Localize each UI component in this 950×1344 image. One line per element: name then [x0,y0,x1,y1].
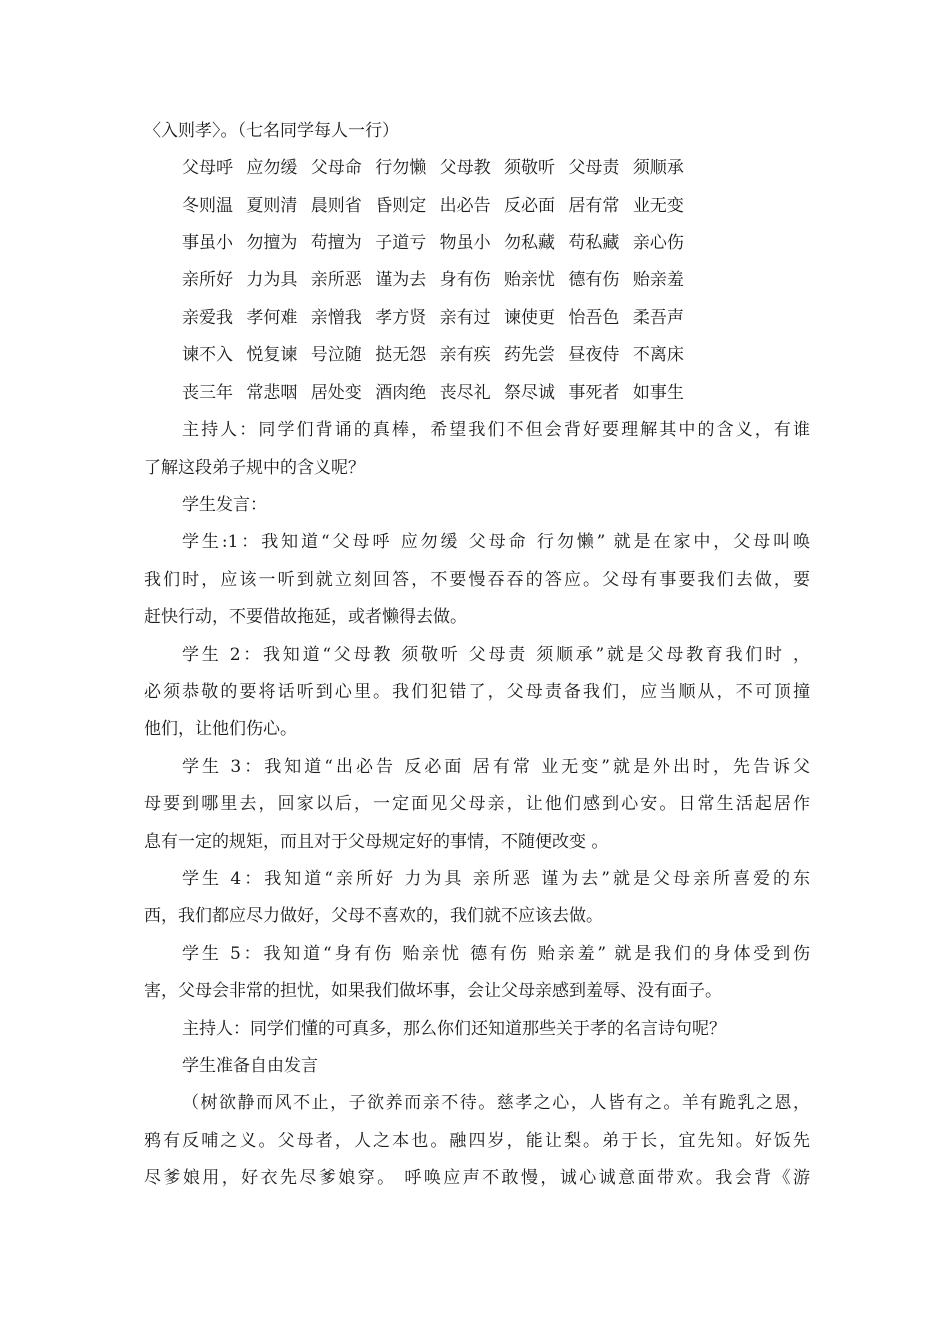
verse-line-7: 丧三年 常悲咽 居处变 酒肉绝 丧尽礼 祭尽诚 事死者 如事生 [182,383,684,403]
host-paragraph-1-line-2: 了解这段弟子规中的含义呢？ [144,458,365,478]
student-2-line-2: 必须恭敬的要将话听到心里。我们犯错了，父母责备我们，应当顺从，不可顶撞 [144,682,810,702]
student-2-line-3: 他们，让他们伤心。 [144,719,297,739]
student-2-line-1: 学生 2：我知道“父母教 须敬听 父母责 须顺承”就是父母教育我们时 ， [182,645,810,665]
student-1-line-1: 学生:1：我知道“父母呼 应勿缓 父母命 行勿懒” 就是在家中，父母叫唤 [182,532,810,552]
verse-line-3: 事虽小 勿擅为 苟擅为 子道亏 物虽小 勿私藏 苟私藏 亲心伤 [182,233,684,253]
student-4-line-1: 学生 4：我知道“亲所好 力为具 亲所恶 谨为去”就是父母亲所喜爱的东 [182,869,810,889]
verse-intro: 〈入则孝〉。（七名同学每人一行） [144,121,399,141]
student-1-line-3: 赶快行动，不要借故拖延，或者懒得去做。 [144,607,467,627]
verse-line-1: 父母呼 应勿缓 父母命 行勿懒 父母教 须敬听 父母责 须顺承 [182,158,684,178]
host-paragraph-2: 主持人：同学们懂的可真多，那么你们还知道那些关于孝的名言诗句呢？ [182,1019,726,1039]
student-4-line-2: 西，我们都应尽力做好，父母不喜欢的，我们就不应该去做。 [144,906,603,926]
student-3-line-3: 息有一定的规矩，而且对于父母规定好的事情，不随便改变 。 [144,832,609,852]
verse-line-5: 亲爱我 孝何难 亲憎我 孝方贤 亲有过 谏使更 怡吾色 柔吾声 [182,308,684,328]
quotes-line-3: 尽爹娘用，好衣先尽爹娘穿。 呼唤应声不敢慢，诚心诚意面带欢。我会背《游 [144,1168,810,1188]
student-5-line-1: 学生 5：我知道“身有伤 贻亲忧 德有伤 贻亲羞” 就是我们的身体受到伤 [182,944,810,964]
quotes-line-2: 鸦有反哺之义。父母者，人之本也。融四岁，能让梨。弟于长，宜先知。好饭先 [144,1131,810,1151]
student-3-line-1: 学生 3：我知道“出必告 反必面 居有常 业无变”就是外出时，先告诉父 [182,757,810,777]
verse-line-6: 谏不入 悦复谏 号泣随 挞无怨 亲有疾 药先尝 昼夜侍 不离床 [182,345,684,365]
student-1-line-2: 我们时，应该一听到就立刻回答，不要慢吞吞的答应。父母有事要我们去做，要 [144,570,810,590]
quotes-line-1: （树欲静而风不止，子欲养而亲不待。慈孝之心，人皆有之。羊有跪乳之恩， [182,1093,810,1113]
student-3-line-2: 母要到哪里去，回家以后，一定面见父母亲，让他们感到心安。日常生活起居作 [144,794,810,814]
verse-line-4: 亲所好 力为具 亲所恶 谨为去 身有伤 贻亲忧 德有伤 贻亲羞 [182,270,684,290]
host-paragraph-1-line-1: 主持人：同学们背诵的真棒，希望我们不但会背好要理解其中的含义，有谁 [182,420,810,440]
verse-line-2: 冬则温 夏则清 晨则省 昏则定 出必告 反必面 居有常 业无变 [182,196,684,216]
student-5-line-2: 害，父母会非常的担忧，如果我们做坏事，会让父母亲感到羞辱、没有面子。 [144,981,722,1001]
students-speak-heading: 学生发言： [182,495,267,515]
free-speak-heading: 学生准备自由发言 [182,1056,318,1076]
